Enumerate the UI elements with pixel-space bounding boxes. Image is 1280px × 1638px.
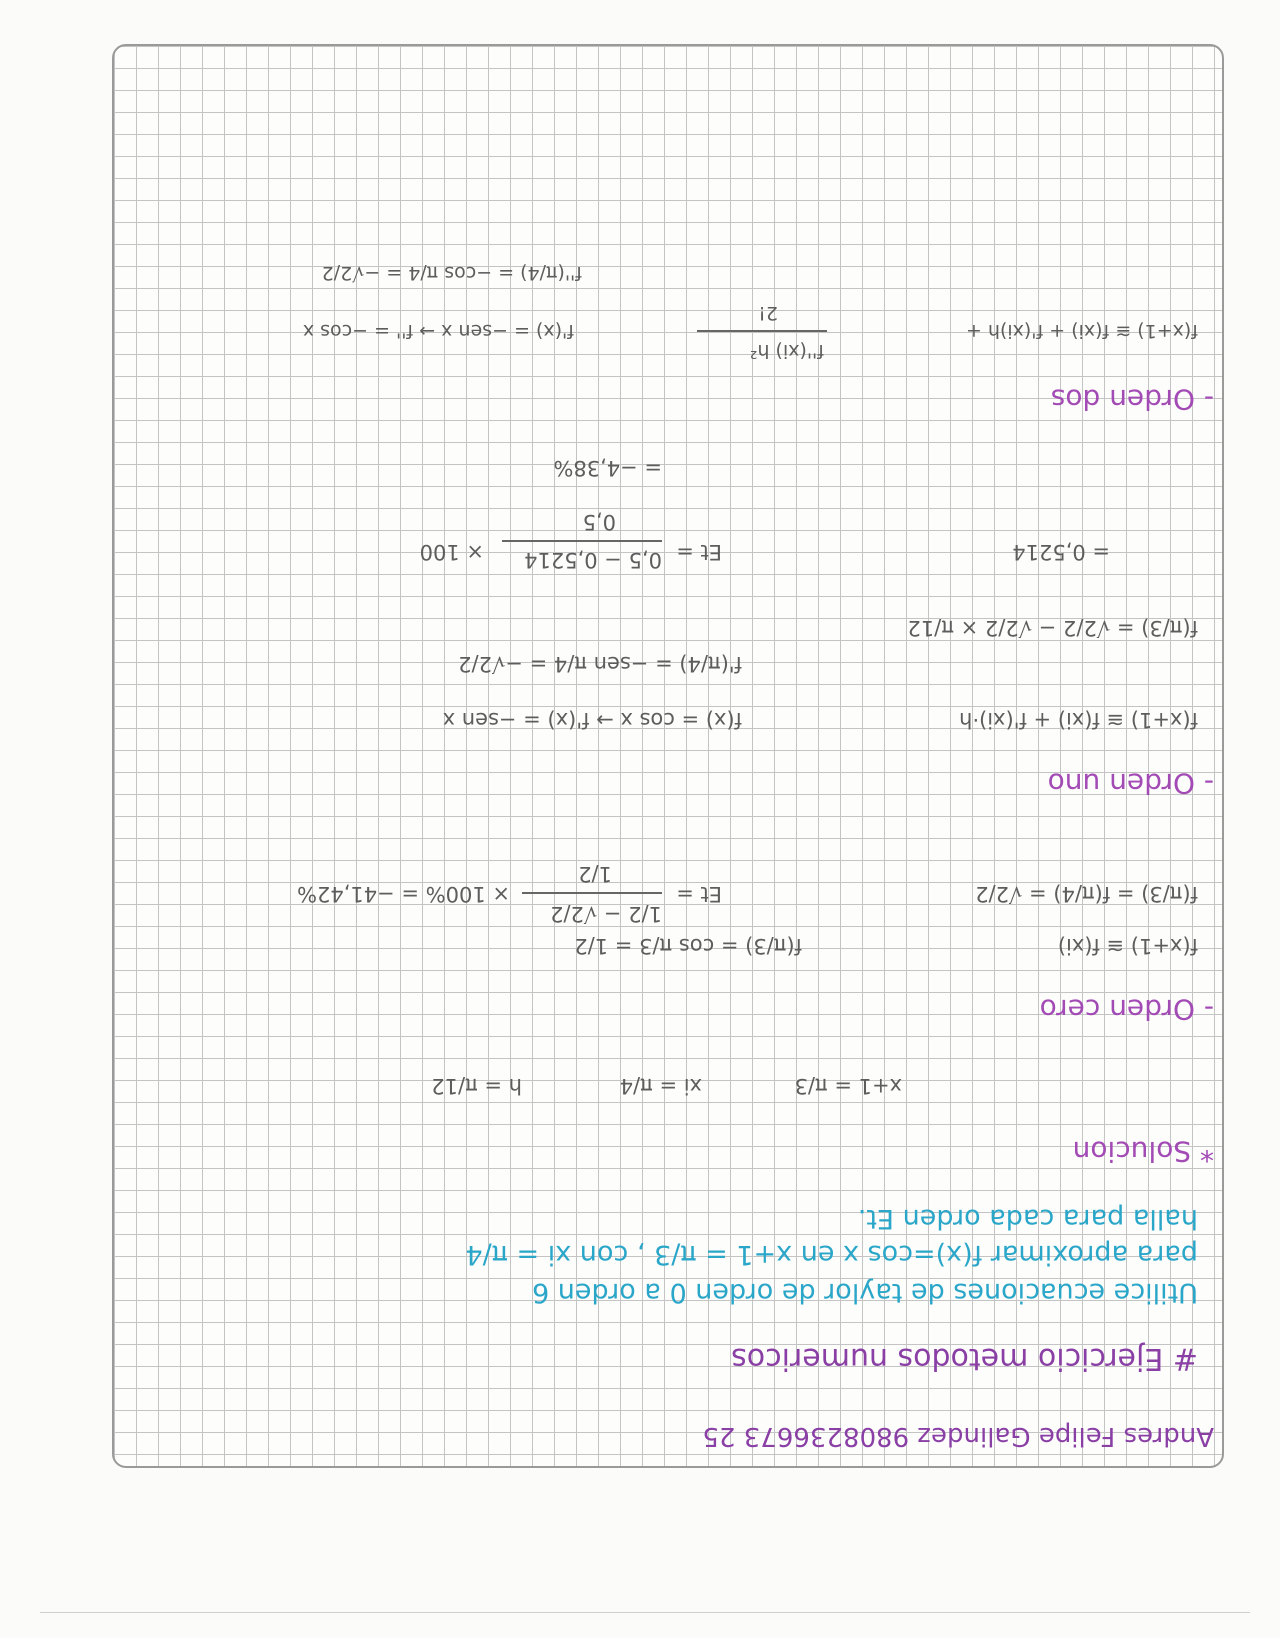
order-two-formula: f(x+1) ≅ f(xi) + f'(xi)h + <box>965 320 1198 342</box>
task-line-1: Utilice ecuaciones de taylor de orden 0 a orden 6 <box>532 1277 1198 1308</box>
order-zero-formula: f(x+1) ≅ f(xi) <box>1057 934 1198 958</box>
order-zero-exact: f(π/3) = cos π/3 = 1/2 <box>574 934 802 958</box>
author-line: Andres Felipe Galindez 9808236673 25 <box>702 1421 1214 1451</box>
order-one-error-den: 0,5 <box>582 510 616 534</box>
order-one-fraction-bar <box>502 540 662 542</box>
order-one-approx: f(π/3) = √2/2 − √2/2 × π/12 <box>907 616 1198 640</box>
order-two-derivative: f'(x) = −sen x → f'' = −cos x <box>302 320 574 342</box>
order-zero-error-num: 1/2 − √2/2 <box>550 902 662 926</box>
order-two-fraction-bar <box>697 330 827 332</box>
task-line-2: para aproximar f(x)=cos x en x+1 = π/3 , con xi = π/4 <box>465 1239 1198 1270</box>
task-line-3: halla para cada orden Et. <box>857 1203 1198 1234</box>
exercise-title: # Ejercicio metodos numericos <box>731 1341 1198 1376</box>
solution-label: * Solucion <box>1072 1135 1214 1168</box>
order-two-fraction-den: 2! <box>758 302 778 324</box>
order-one-error-result: = −4,38% <box>553 456 662 480</box>
given-h: h = π/12 <box>431 1074 522 1098</box>
order-one-derivative: f(x) = cos x → f'(x) = −sen x <box>442 708 742 732</box>
order-zero-error-den: 1/2 <box>578 862 612 886</box>
given-x1: x+1 = π/3 <box>794 1074 902 1098</box>
order-zero-error-lhs: Et = <box>676 882 722 906</box>
grid-paper-sheet <box>112 44 1224 1468</box>
order-zero-heading: - Orden cero <box>1039 993 1214 1026</box>
handwritten-notes <box>114 46 1222 1466</box>
given-xi: xi = π/4 <box>619 1074 702 1098</box>
order-two-heading: - Orden dos <box>1050 383 1214 416</box>
order-one-derivative-at: f'(π/4) = −sen π/4 = −√2/2 <box>458 652 742 676</box>
order-one-error-lhs: Et = <box>676 540 722 564</box>
order-zero-error-rhs: × 100% = −41,42% <box>297 882 510 906</box>
order-one-result: = 0,5214 <box>1012 540 1110 564</box>
order-two-fraction-num: f''(xi) h² <box>749 340 824 362</box>
order-zero-approx: f(π/3) = f(π/4) = √2/2 <box>975 882 1198 906</box>
order-one-heading: - Orden uno <box>1047 767 1214 800</box>
order-one-error-times: × 100 <box>419 540 484 564</box>
order-two-derivative-at: f''(π/4) = −cos π/4 = −√2/2 <box>321 262 582 284</box>
order-one-formula: f(x+1) ≅ f(xi) + f'(xi)·h <box>959 708 1198 732</box>
order-one-error-num: 0,5 − 0,5214 <box>524 548 662 572</box>
order-zero-fraction-bar <box>522 892 662 894</box>
page-edge-line <box>40 1612 1250 1613</box>
